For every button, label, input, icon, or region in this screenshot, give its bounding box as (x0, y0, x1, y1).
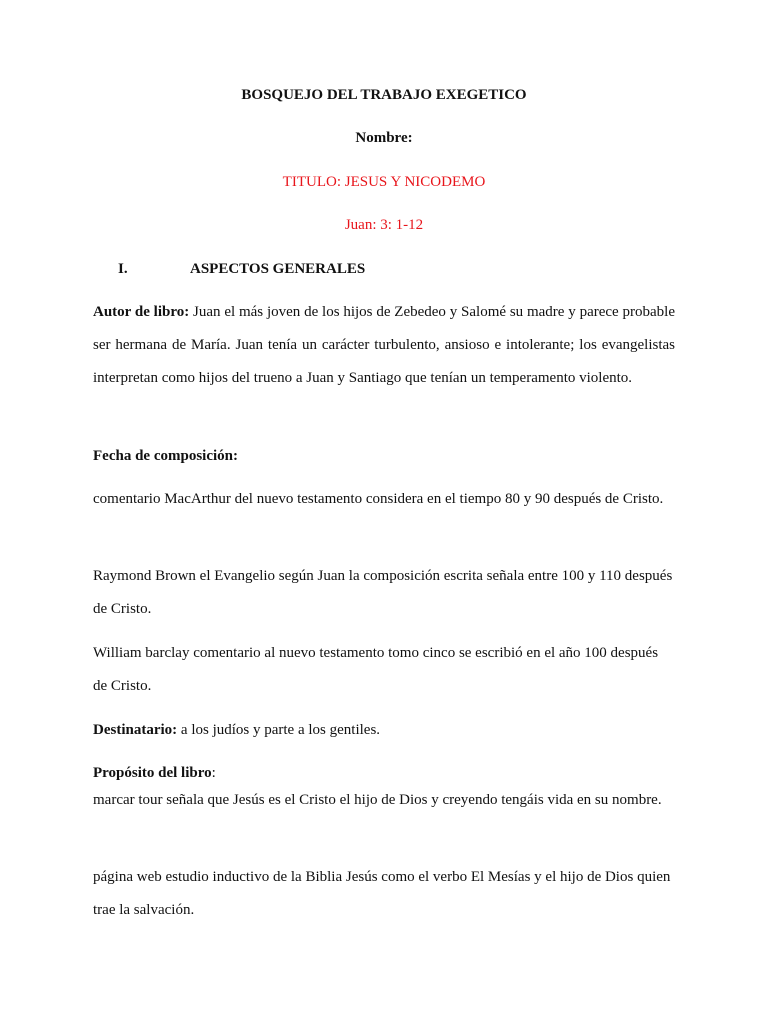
purpose-item: página web estudio inductivo de la Biblia Jesús como el verbo El Mesías y el hijo de Dios quien trae la salvación. (93, 869, 671, 918)
purpose-item: marcar tour señala que Jesús es el Cristo el hijo de Dios y creyendo tengáis vida en su nombre. (93, 792, 662, 808)
author-label: Autor de libro: (93, 304, 190, 320)
document-title: BOSQUEJO DEL TRABAJO EXEGETICO (241, 87, 527, 103)
author-paragraph (93, 296, 675, 395)
section-title: ASPECTOS GENERALES (190, 261, 366, 277)
purpose-heading (93, 765, 216, 782)
date-item: Raymond Brown el Evangelio según Juan la composición escrita señala entre 100 y 110 después de Cristo. (93, 568, 673, 617)
section-number: I. (118, 261, 128, 277)
recipient-label: Destinatario: (93, 722, 178, 738)
recipient-text: a los judíos y parte a los gentiles. (177, 722, 381, 738)
purpose-colon: : (211, 765, 216, 781)
date-item: William barclay comentario al nuevo testamento tomo cinco se escribió en el año 100 después de Cristo. (93, 645, 659, 694)
date-label: Fecha de composición: (93, 448, 238, 464)
purpose-label: Propósito del libro (93, 765, 212, 781)
recipient-paragraph (93, 714, 675, 747)
date-item: comentario MacArthur del nuevo testamento considera en el tiempo 80 y 90 después de Cristo. (93, 491, 664, 507)
name-label: Nombre: (355, 130, 413, 146)
subject-title: TITULO: JESUS Y NICODEMO (282, 174, 486, 190)
scripture-reference: Juan: 3: 1-12 (344, 217, 424, 233)
author-text: Juan el más joven de los hijos de Zebedeo y Salomé su madre y parece probable ser hermana de María. Juan tenía un carácter turbulento, ansioso e intolerante; los evangelistas interpretan como hijos del trueno a Juan y Santiago que tenían un temperamento violento. (93, 304, 675, 386)
